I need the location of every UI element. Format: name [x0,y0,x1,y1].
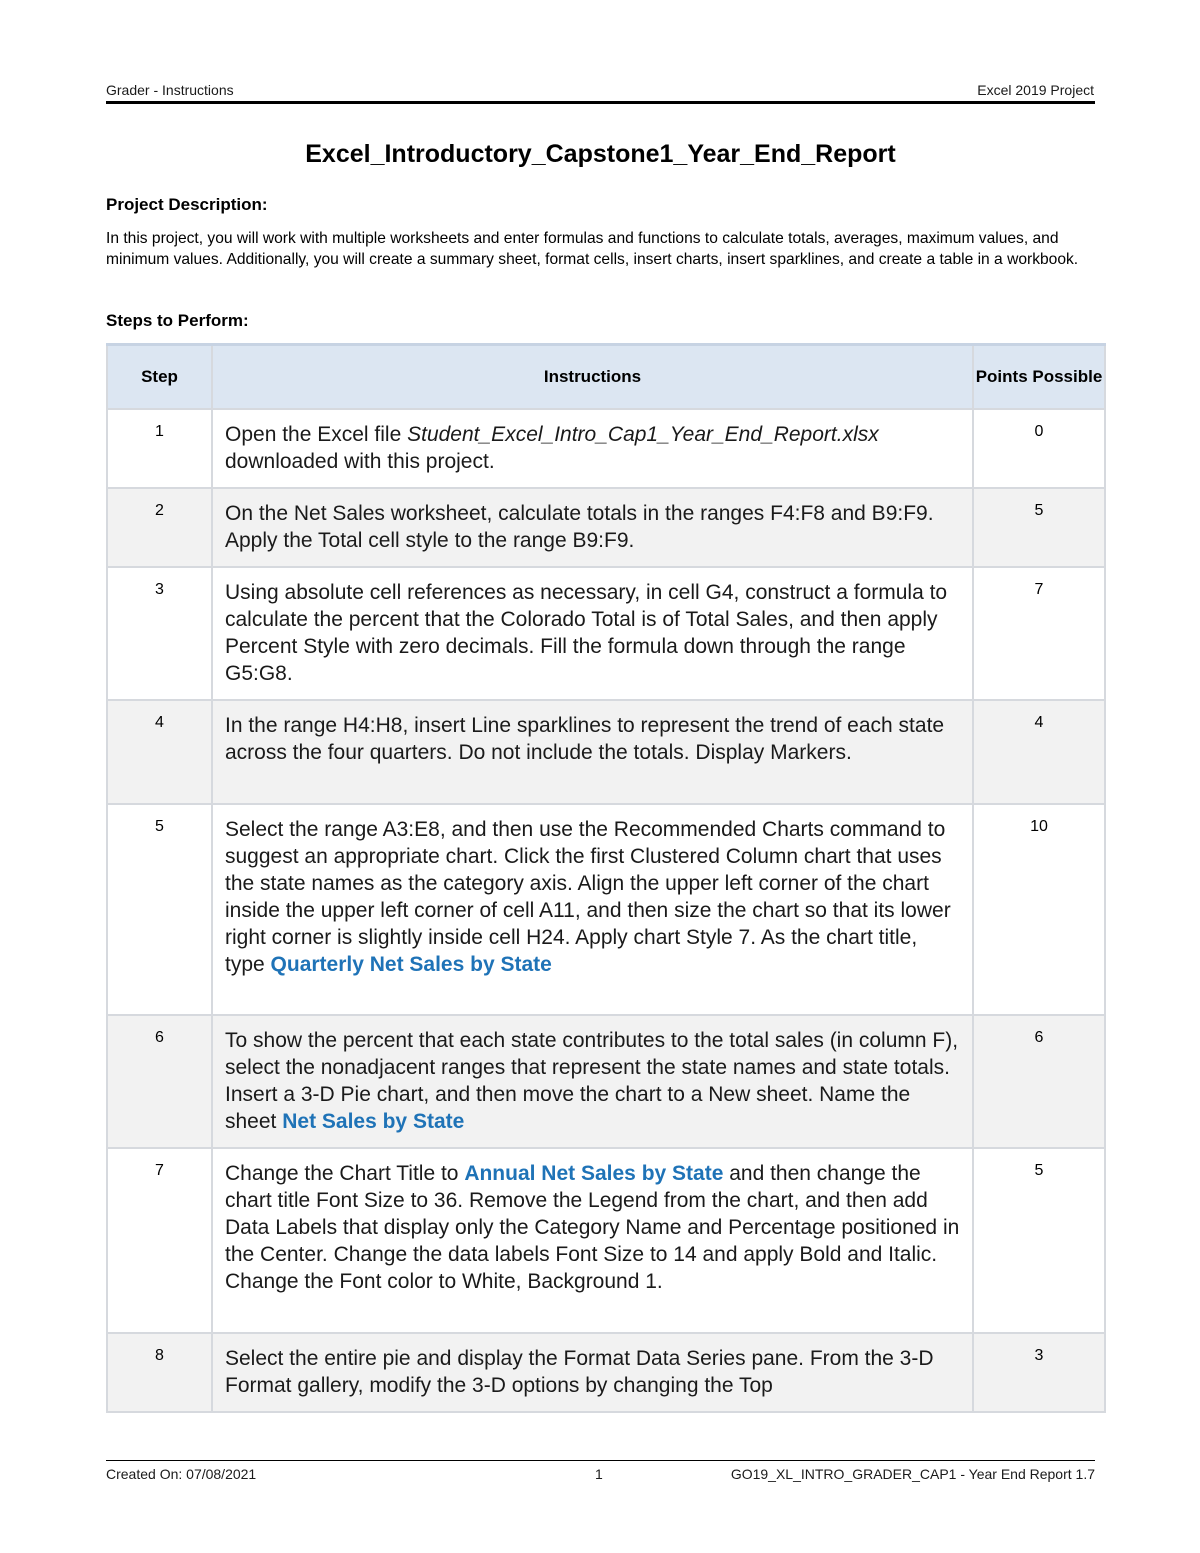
step-instructions [212,488,973,567]
points-possible: 10 [973,804,1105,1015]
file-name-text: Student_Excel_Intro_Cap1_Year_End_Report.xlsx [407,423,879,446]
step-instructions [212,1333,973,1412]
steps-table [106,343,1106,1413]
step-instructions [212,1015,973,1148]
points-possible: 5 [973,1148,1105,1333]
table-row [107,1333,1105,1412]
table-row [107,488,1105,567]
table-row [107,1148,1105,1333]
project-description-text: In this project, you will work with multiple worksheets and enter formulas and functions to calculate totals, averages, maximum values, and minimum values. Additionally, you will create a summary sheet, format cells, insert charts, insert sparklines, and create a table in a workbook. [106,230,1079,268]
points-possible: 0 [973,409,1105,488]
step-number: 8 [107,1333,212,1412]
table-row [107,804,1105,1015]
instruction-text: To show the percent that each state contributes to the total sales (in column F), select the nonadjacent ranges that represent the state names and state totals. Insert a 3-D Pie chart, and then move the chart to a New sheet. Name the sheet [225,1029,959,1133]
step-number: 7 [107,1148,212,1333]
step-instructions [212,1148,973,1333]
footer-divider [106,1460,1095,1461]
project-description-label: Project Description: [106,195,268,214]
instructions-column-header: Instructions [212,345,973,410]
step-instructions [212,804,973,1015]
step-number: 5 [107,804,212,1015]
points-possible: 4 [973,700,1105,804]
steps-table-body [107,409,1105,1412]
instruction-text: Using absolute cell references as necessary, in cell G4, construct a formula to calculate the percent that the Colorado Total is of Total Sales, and then apply Percent Style with zero decimals. Fill the formula down through the range G5:G8. [225,581,948,685]
highlighted-text: Net Sales by State [282,1110,465,1133]
instruction-text: Change the Chart Title to [225,1162,465,1185]
step-number: 4 [107,700,212,804]
points-possible: 6 [973,1015,1105,1148]
step-number: 1 [107,409,212,488]
step-instructions [212,409,973,488]
footer-page-number: 1 [595,1466,603,1482]
page-header [106,82,1094,102]
highlighted-text: Quarterly Net Sales by State [270,953,552,976]
step-column-header: Step [107,345,212,410]
header-divider [106,101,1095,104]
instruction-text: Open the Excel file [225,423,408,446]
footer-created-on: Created On: 07/08/2021 [106,1466,257,1482]
step-instructions [212,567,973,700]
points-column-header: Points Possible [973,345,1105,410]
instruction-text: downloaded with this project. [225,450,495,473]
table-row [107,700,1105,804]
step-number: 2 [107,488,212,567]
step-number: 3 [107,567,212,700]
step-number: 6 [107,1015,212,1148]
table-row [107,409,1105,488]
table-row [107,567,1105,700]
header-left-text: Grader - Instructions [106,82,234,98]
points-possible: 3 [973,1333,1105,1412]
header-right-text: Excel 2019 Project [977,82,1094,98]
instruction-text: In the range H4:H8, insert Line sparklines to represent the trend of each state across the four quarters. Do not include the totals. Display Markers. [225,714,945,764]
steps-label: Steps to Perform: [106,311,249,330]
document-title: Excel_Introductory_Capstone1_Year_End_Report [305,140,896,168]
instruction-text: and then change the chart title Font Size to 36. Remove the Legend from the chart, and then add Data Labels that display only the Category Name and Percentage positioned in the Center. Change the data labels Font Size to 14 and apply Bold and Italic. Change the Font color to White, Background 1. [225,1162,960,1293]
page-footer [106,1466,1095,1486]
points-possible: 7 [973,567,1105,700]
instruction-text: Select the range A3:E8, and then use the Recommended Charts command to suggest an appropriate chart. Click the first Clustered Column chart that uses the state names as the category axis. Align the upper left corner of the chart inside the upper left corner of cell A11, and then size the chart so that its lower right corner is slightly inside cell H24. Apply chart Style 7. As the chart title, type [225,818,951,976]
instruction-text: Select the entire pie and display the Format Data Series pane. From the 3-D Format gallery, modify the 3-D options by changing the Top [225,1347,934,1397]
points-possible: 5 [973,488,1105,567]
table-row [107,1015,1105,1148]
footer-document-id: GO19_XL_INTRO_GRADER_CAP1 - Year End Report 1.7 [730,1466,1095,1482]
step-instructions [212,700,973,804]
highlighted-text: Annual Net Sales by State [464,1162,724,1185]
instruction-text: On the Net Sales worksheet, calculate totals in the ranges F4:F8 and B9:F9. Apply the Total cell style to the range B9:F9. [225,502,934,552]
table-header-row [107,345,1105,410]
